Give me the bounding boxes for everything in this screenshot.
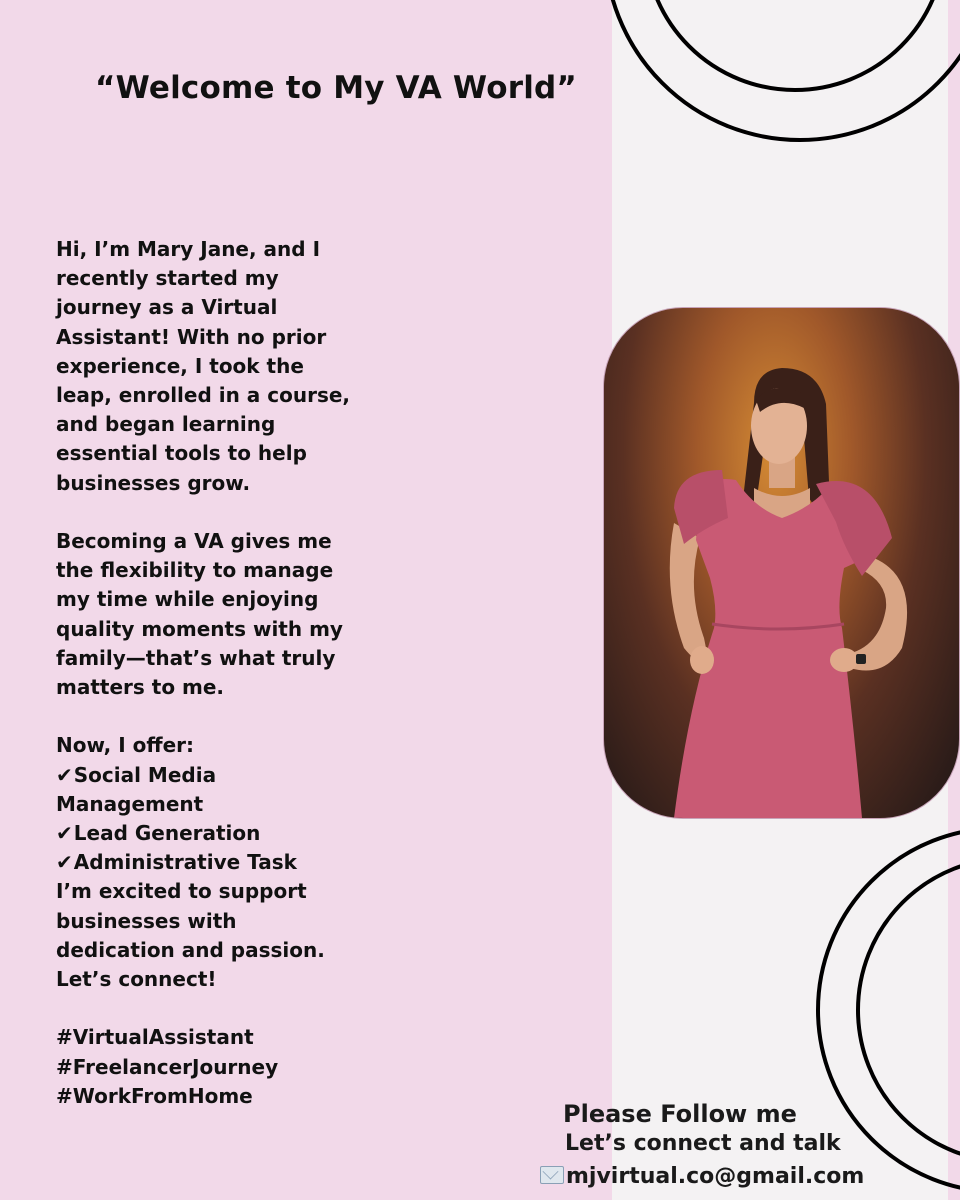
connect-text: Let’s connect and talk xyxy=(565,1131,841,1156)
hashtag: #VirtualAssistant xyxy=(56,1025,254,1050)
intro-paragraph: Hi, I’m Mary Jane, and I recently started my journey as a Virtual Assistant! With no prior experience, I took the leap, enrolled in a course, and began learning essential tools to help businesses grow. xyxy=(56,237,351,495)
envelope-icon xyxy=(540,1166,564,1184)
follow-text: Please Follow me xyxy=(563,1100,797,1128)
bottom-inner-ring xyxy=(858,858,960,1162)
page-title: “Welcome to My VA World” xyxy=(95,70,578,106)
top-inner-ring xyxy=(645,0,945,90)
top-outer-ring xyxy=(605,0,960,140)
service-label: Administrative Task xyxy=(73,850,297,875)
check-icon: ✔ xyxy=(56,850,73,875)
service-label: Lead Generation xyxy=(73,821,261,846)
closing-paragraph: I’m excited to support businesses with dedication and passion. Let’s connect! xyxy=(56,879,325,992)
profile-photo xyxy=(603,307,960,819)
offer-heading: Now, I offer: xyxy=(56,733,195,758)
flexibility-paragraph: Becoming a VA gives me the flexibility to manage my time while enjoying quality moments with my family—that’s what truly matters to me. xyxy=(56,529,343,700)
email-row[interactable] xyxy=(540,1164,864,1189)
about-text xyxy=(56,235,356,1111)
portrait-illustration xyxy=(604,308,959,818)
service-item xyxy=(56,819,356,848)
service-item xyxy=(56,848,356,877)
service-item xyxy=(56,761,356,819)
hashtag: #FreelancerJourney xyxy=(56,1054,279,1079)
hashtag: #WorkFromHome xyxy=(56,1083,253,1108)
email-address[interactable]: mjvirtual.co@gmail.com xyxy=(566,1164,865,1189)
check-icon: ✔ xyxy=(56,821,73,846)
service-label: Social Media Management xyxy=(56,762,217,816)
check-icon: ✔ xyxy=(56,762,73,787)
